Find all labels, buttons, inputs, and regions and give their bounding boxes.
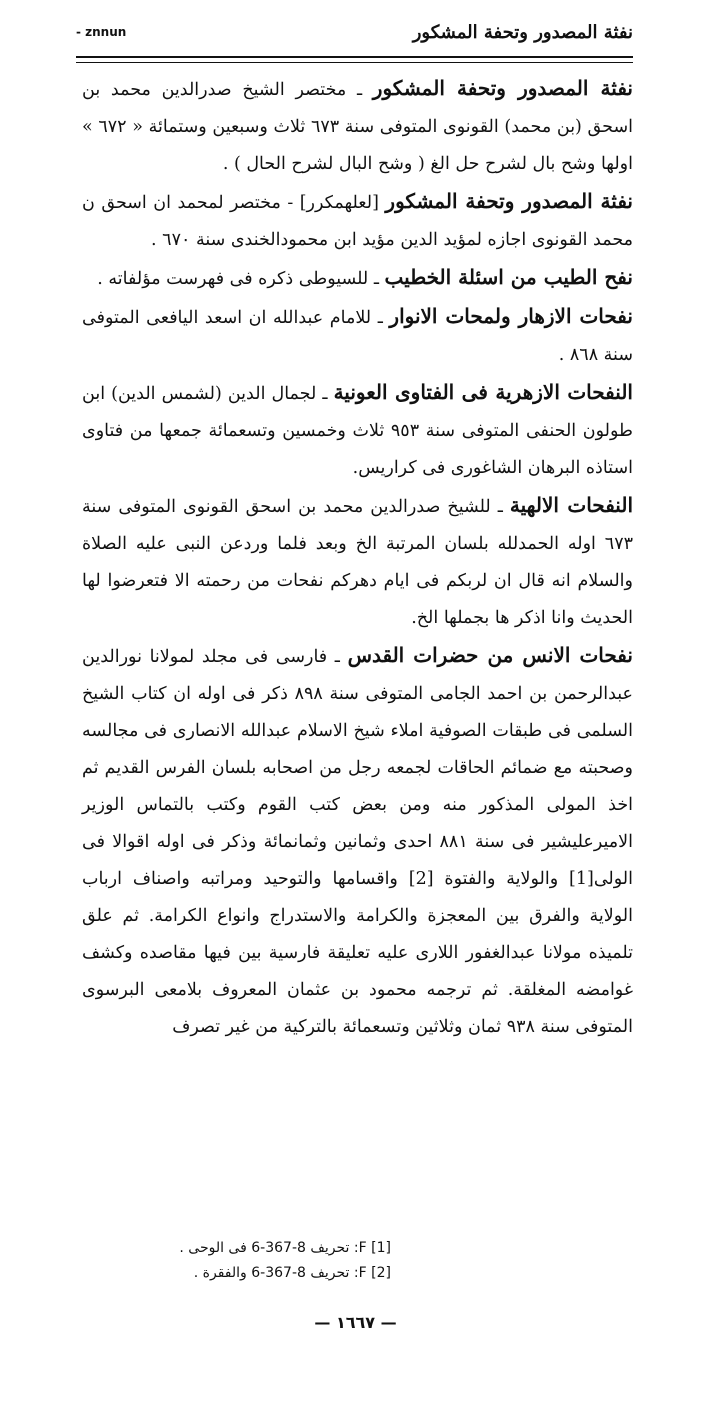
header-rule-thin (76, 62, 633, 63)
header-rule (76, 56, 633, 58)
entry-title: نفحات الازهار ولمحات الانوار (389, 304, 633, 328)
entry-body: ـ لجمال الدين (لشمس الدين) ابن طولون الحنفى المتوفى سنة ٩٥٣ ثلاث وخمسين وتسعمائة جمعها من فتاوى استاذه البرهان الشاغورى فى كراريس. (82, 384, 633, 478)
main-column (82, 70, 633, 1046)
entry-body: ـ للسيوطى ذكره فى فهرست مؤلفاته . (97, 269, 379, 289)
footnote: [2] F: تحريف 8-367-6 والفقرة . (193, 1265, 391, 1281)
entry-title: نفحات الانس من حضرات القدس (347, 643, 633, 667)
entry (82, 374, 633, 487)
entry (82, 637, 633, 1046)
header-title: نفثة المصدور وتحفة المشكور (412, 22, 633, 43)
entry-body: ـ للامام عبدالله ان اسعد اليافعى المتوفى سنة ٨٦٨ . (82, 308, 633, 365)
entry-body: ـ للشيخ صدرالدين محمد بن اسحق القونوى المتوفى سنة ٦٧٣ اوله الحمدلله بلسان المرتبة الخ وبعد فلما وردعن النبى عليه الصلاة والسلام انه قال ان لربكم فى ايام دهركم نفحات من رحمته الا فتعرضوا لها الحديث وانا اذكر ها بجملها الخ. (82, 497, 633, 628)
entry (82, 298, 633, 374)
footnote: [1] F: تحريف 8-367-6 فى الوحى . (179, 1240, 391, 1256)
entry (82, 487, 633, 637)
entry-body: ـ فارسى فى مجلد لمولانا نورالدين عبدالرحمن بن احمد الجامى المتوفى سنة ٨٩٨ ذكر فى اوله ان كتاب الشيخ السلمى فى طبقات الصوفية املاء شيخ الاسلام عبدالله الانصارى فى مجالسه وصحبته مع ضمائم الحاقات لجمعه رجل من اصحابه بلسان الفرس القديم ثم اخذ المولى المذكور منه ومن بعض كتب القوم وكتب بالتماس الوزير الاميرعليشير فى سنة ٨٨١ احدى وثمانين وثمانمائة وذكر فى اوله اقوالا فى الولى[1] والولاية والفتوة [2] واقسامها والتوحيد ومراتبه واصناف ارباب الولاية والفرق بين المعجزة والكرامة والاستدراج وانواع الكرامة. ثم علق تلميذه مولانا عبدالغفور اللارى عليه تعليقة فارسية بين فيها مقاصده وكشف غوامضه المغلقة. ثم ترجمه محمود بن عثمان المعروف بلامعى البرسوى المتوفى سنة ٩٣٨ ثمان وثلاثين وتسعمائة بالتركية من غير تصرف (82, 647, 633, 1037)
entry-title: النفحات الازهرية فى الفتاوى العونية (333, 380, 633, 404)
footnotes (118, 1236, 391, 1286)
running-header (76, 22, 633, 48)
entry-title: النفحات الالهية (509, 493, 633, 517)
page-number: — ١٦٦٧ — (314, 1313, 397, 1332)
header-code: - znnun (76, 25, 127, 39)
entry-body: [لعلهمكرر] - مختصر لمحمد ان اسحق ن محمد القونوى اجازه لمؤيد الدين مؤيد ابن محمودالخندى سنة ٦٧٠ . (82, 193, 633, 250)
entry (82, 183, 633, 259)
entry-title: نفثة المصدور وتحفة المشكور (385, 189, 633, 213)
entry (82, 259, 633, 298)
entry-title: نفثة المصدور وتحفة المشكور (372, 76, 633, 100)
entry (82, 70, 633, 183)
entry-body: ـ مختصر الشيخ صدرالدين محمد بن اسحق (بن محمد) القونوى المتوفى سنة ٦٧٣ ثلاث وسبعين وستمائة « ٦٧٢ » اولها وشح بال لشرح حل الغ ( وشح البال لشرح الحال ) . (82, 80, 633, 174)
entry-title: نفح الطيب من اسئلة الخطيب (384, 265, 633, 289)
